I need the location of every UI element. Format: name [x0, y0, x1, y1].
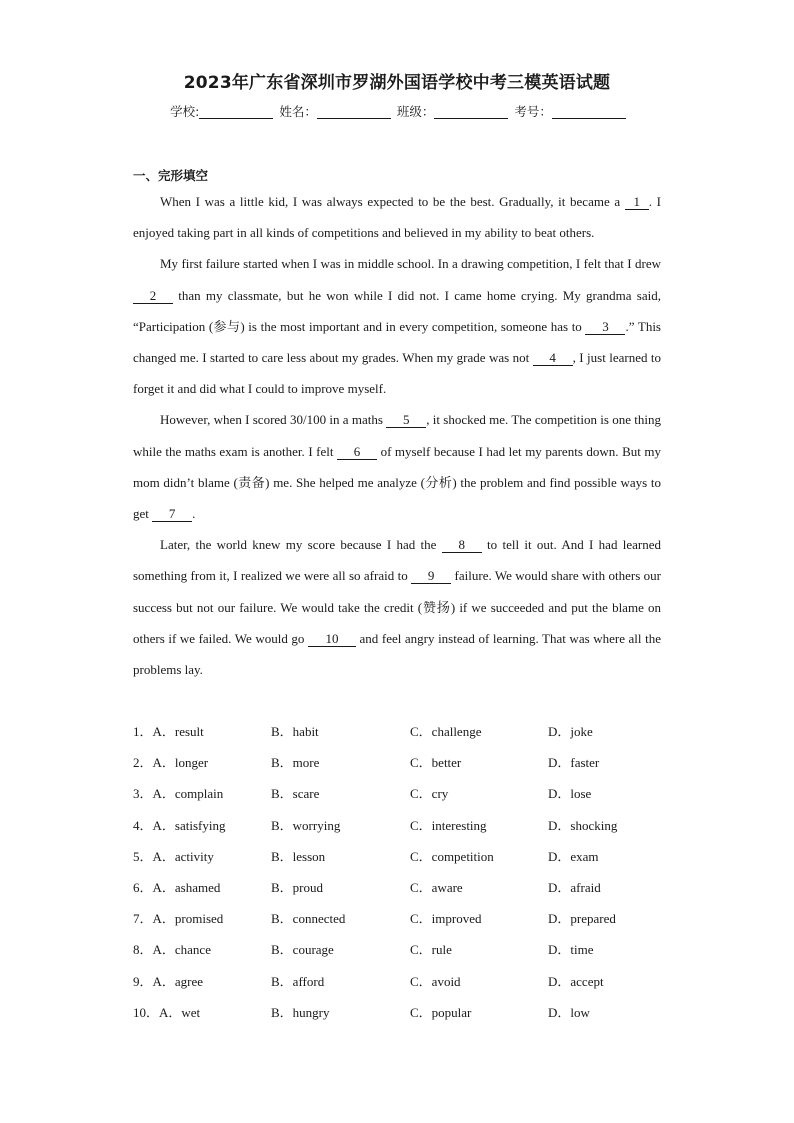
- option-b[interactable]: B．hungry: [271, 1004, 330, 1020]
- section-heading: 一、完形填空: [133, 168, 209, 183]
- option-b[interactable]: B．habit: [271, 724, 319, 739]
- option-a[interactable]: 7．A．promised: [133, 911, 224, 927]
- option-d[interactable]: D．joke: [548, 724, 593, 739]
- option-c[interactable]: C．interesting: [410, 817, 487, 833]
- text: , it shocked me. The competition is one thing while the maths exam is another. I felt: [133, 412, 661, 459]
- text: Later, the world knew my score because I had the: [160, 537, 442, 553]
- option-b[interactable]: B．courage: [271, 942, 334, 958]
- option-b[interactable]: B．lesson: [271, 848, 326, 864]
- answer-options: [133, 716, 693, 1028]
- option-a[interactable]: 3．A．complain: [133, 786, 224, 802]
- blank-5: 5: [386, 412, 426, 428]
- option-d[interactable]: D．faster: [548, 755, 600, 771]
- question-row-8: [133, 934, 693, 965]
- blank-2: 2: [133, 288, 173, 304]
- option-a[interactable]: 8．A．chance: [133, 942, 211, 958]
- question-row-2: [133, 747, 693, 778]
- question-row-7: [133, 903, 693, 934]
- option-a[interactable]: 10．A．wet: [133, 1004, 201, 1020]
- option-d[interactable]: D．shocking: [548, 817, 618, 833]
- option-c[interactable]: C．popular: [410, 1004, 472, 1020]
- paragraph-3: [133, 404, 661, 529]
- option-c[interactable]: C．aware: [410, 879, 463, 895]
- option-d[interactable]: D．exam: [548, 848, 599, 864]
- text: When I was a little kid, I was always expected to be the best. Gradually, it became a: [160, 194, 625, 209]
- class-label: 班级：: [396, 104, 435, 119]
- text: , I just learned to forget it and did what I could to improve myself.: [133, 350, 661, 397]
- text: .: [192, 506, 196, 522]
- option-d[interactable]: D．accept: [548, 973, 604, 989]
- paragraph-4: [133, 529, 661, 685]
- blank-4: 4: [533, 350, 573, 366]
- option-d[interactable]: D．prepared: [548, 911, 616, 927]
- student-info-line: [0, 102, 794, 120]
- number-blank[interactable]: [552, 104, 626, 119]
- option-b[interactable]: B．afford: [271, 973, 325, 989]
- option-b[interactable]: B．worrying: [271, 817, 341, 833]
- option-c[interactable]: C．avoid: [410, 973, 461, 989]
- text: . I enjoyed taking part in all kinds of competitions and believed in my ability to beat others.: [133, 194, 661, 241]
- blank-9: 9: [411, 568, 451, 584]
- blank-3: 3: [585, 319, 625, 335]
- question-row-3: [133, 778, 693, 809]
- option-c[interactable]: C．cry: [410, 786, 449, 802]
- option-d[interactable]: D．afraid: [548, 879, 601, 895]
- option-d[interactable]: D．lose: [548, 786, 592, 802]
- blank-8: 8: [442, 537, 482, 553]
- question-row-10: [133, 997, 693, 1028]
- text: My first failure started when I was in middle school. In a drawing competition, I felt that I drew: [160, 256, 661, 272]
- question-row-4: [133, 810, 693, 841]
- option-c[interactable]: C．competition: [410, 848, 494, 864]
- number-label: 考号：: [514, 104, 552, 119]
- blank-1: 1: [625, 194, 649, 210]
- option-a[interactable]: 5．A．activity: [133, 848, 214, 864]
- option-b[interactable]: B．more: [271, 755, 320, 771]
- text: failure. We would share with others our success but not our failure. We would take the credit (赞扬) if we succeeded and put the blame on others if we failed. We would go: [133, 568, 661, 646]
- question-row-5: [133, 841, 693, 872]
- option-b[interactable]: B．proud: [271, 879, 324, 895]
- text: to tell it out. And I had learned something from it, I realized we were all so afraid to: [133, 537, 661, 584]
- blank-7: 7: [152, 506, 192, 522]
- option-d[interactable]: D．time: [548, 942, 594, 958]
- school-blank[interactable]: [199, 104, 273, 119]
- text: than my classmate, but he won while I did not. I came home crying. My grandma said, “Participation (参与) is the most important and in every competition, someone has to: [133, 287, 661, 334]
- option-a[interactable]: 1．A．result: [133, 724, 204, 739]
- text: and feel angry instead of learning. That was where all the problems lay.: [133, 630, 661, 678]
- paragraph-1: [133, 186, 661, 248]
- text: of myself because I had let my parents down. But my mom didn’t blame (责备) me. She helped me analyze (分析) the problem and find possible ways to get: [133, 443, 661, 522]
- option-c[interactable]: C．improved: [410, 911, 482, 927]
- class-blank[interactable]: [434, 104, 508, 119]
- name-blank[interactable]: [317, 104, 391, 119]
- option-b[interactable]: B．connected: [271, 911, 346, 927]
- question-row-1: [133, 716, 693, 747]
- blank-6: 6: [337, 444, 377, 460]
- name-label: 姓名：: [279, 104, 317, 119]
- blank-10: 10: [308, 631, 356, 647]
- option-b[interactable]: B．scare: [271, 786, 320, 802]
- page-title: 2023年广东省深圳市罗湖外国语学校中考三模英语试题: [183, 73, 611, 93]
- option-a[interactable]: 4．A．satisfying: [133, 817, 226, 833]
- text: However, when I scored 30/100 in a maths: [160, 412, 387, 428]
- option-a[interactable]: 6．A．ashamed: [133, 879, 221, 895]
- option-a[interactable]: 9．A．agree: [133, 973, 204, 989]
- cloze-passage: [133, 186, 661, 685]
- option-d[interactable]: D．low: [548, 1004, 590, 1020]
- option-c[interactable]: C．challenge: [410, 724, 482, 739]
- option-c[interactable]: C．rule: [410, 942, 452, 958]
- school-label: 学校:: [170, 104, 200, 119]
- option-c[interactable]: C．better: [410, 755, 462, 771]
- question-row-6: [133, 872, 693, 903]
- question-row-9: [133, 966, 693, 997]
- text: .” This changed me. I started to care less about my grades. When my grade was not: [133, 318, 661, 366]
- option-a[interactable]: 2．A．longer: [133, 755, 209, 771]
- paragraph-2: [133, 248, 661, 404]
